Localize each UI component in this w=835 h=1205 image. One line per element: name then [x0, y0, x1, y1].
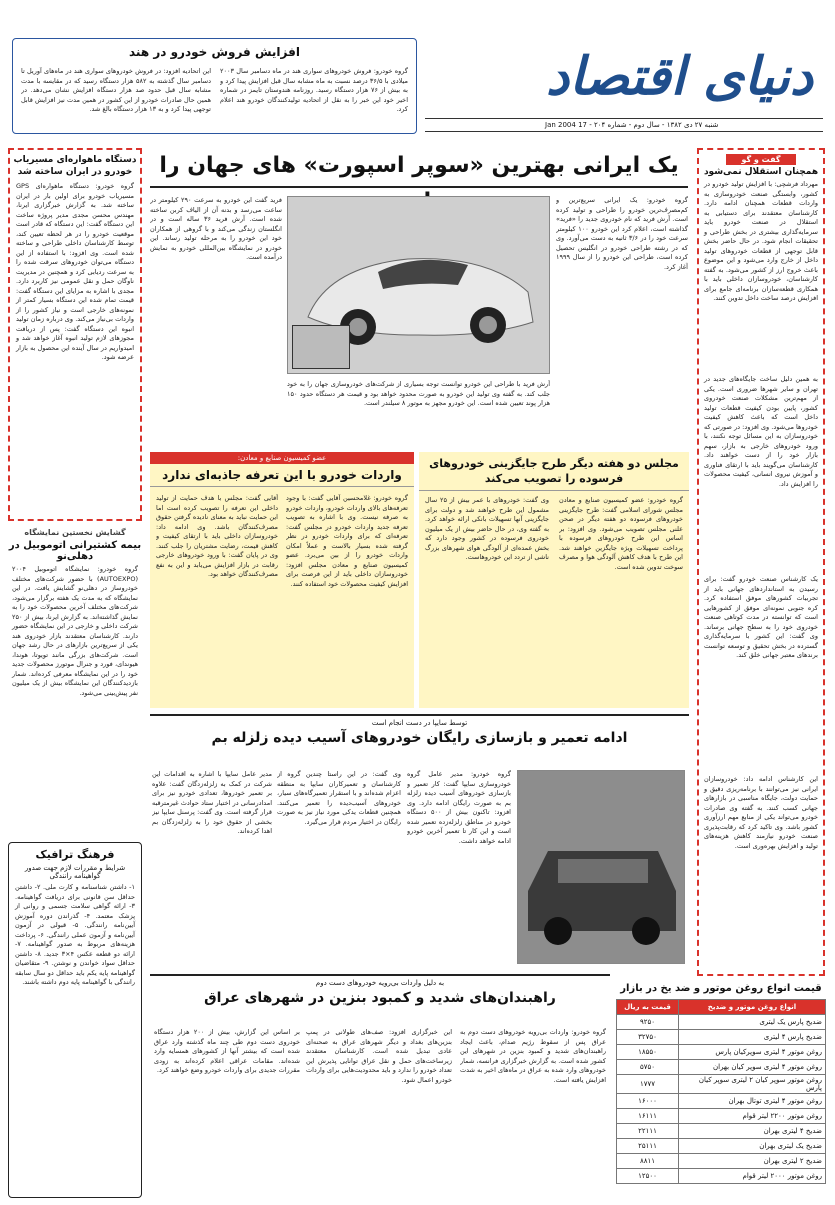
- price-item-name: روغن موتور سوپر کیان ۲ لیتری سوپر کیان پارس: [679, 1075, 826, 1094]
- price-table-row: [617, 1109, 826, 1124]
- worn-cars-story: [419, 452, 689, 708]
- lead-text-2: فرید گفت این خودرو به سرعت ۲۹۰ کیلومتر در ساعت می‌رسد و بدنه آن از الیاف کربن ساخته شده است. آرش فرید ۳۶ ساله است و در انگلستان زندگی می‌کند و با گروهی از همکاران خود این خودرو را به مرحله تولید رساند. این خودرو در نمایشگاه بین‌المللی خودرو به نمایش درآمده است.: [150, 196, 282, 261]
- bam-text-2: وی گفت: در این راستا چندین گروه از کارشناسان و تعمیرکاران سایپا به منطقه اعزام شده‌اند و با استقرار تعمیرگاه‌های سیار، خودروهای آسیب‌دیده را تعمیر می‌کنند. همچنین قطعات یدکی مورد نیاز نیز به صورت رایگان در اختیار مردم قرار می‌گیرد.: [277, 770, 401, 826]
- traffic-box-text: ۱- داشتن شناسنامه و کارت ملی. ۲- داشتن حداقل سن قانونی برای دریافت گواهینامه. ۳- ارائه گواهی سلامت جسمی و روانی از پزشک معتمد. ۴- گذراندن دوره آموزش آیین‌نامه رانندگی. ۵- قبولی در آزمون آیین‌نامه و آزمون عملی رانندگی. ۶- پرداخت هزینه‌های مربوط به صدور گواهینامه. ۷- ارائه دو قطعه عکس ۴×۳ جدید. ۸- داشتن حداقل سواد خواندن و نوشتن. ۹- متقاضیان گواهینامه پایه یکم باید حداقل دو سال سابقه رانندگی با گواهینامه پایه دوم داشته باشند.: [15, 883, 136, 986]
- left-news-box-gps: [8, 148, 142, 521]
- price-table-row: [617, 1075, 826, 1094]
- left-box1-title: دستگاه ماهواره‌ای مسیریاب خودرو در ایران ساخته شد: [13, 155, 137, 177]
- price-item-name: روغن موتور ۴ لیتری توتال بهران: [679, 1094, 826, 1109]
- price-item-value: ۱۶۰۰۰: [617, 1094, 679, 1109]
- supercar-photo: [287, 196, 550, 374]
- masthead: [425, 38, 823, 138]
- interview-kicker: گفت و گو: [726, 154, 796, 165]
- lead-headline-box: [150, 148, 688, 188]
- bam-text-1: گروه خودرو: مدیر عامل گروه خودروسازی سایپا گفت: کار تعمیر و بازسازی خودروهای آسیب دیده زلزله بم به صورت رایگان ادامه دارد. وی افزود: تاکنون بیش از ۵۰۰ دستگاه خودرو در مناطق زلزله‌زده تعمیر شده است و این کار تا تعمیر آخرین خودرو ادامه خواهد داشت.: [407, 770, 511, 845]
- price-table-title: قیمت انواع روغن موتور و ضد یخ در بازار: [620, 983, 822, 994]
- iraq-traffic-story: [150, 974, 610, 1196]
- price-item-value: ۱۸۵۵۰: [617, 1045, 679, 1060]
- iraq-text-1: گروه خودرو: واردات بی‌رویه خودروهای دست دوم به عراق پس از سقوط رژیم صدام، باعث ایجاد راهبندان‌های شدید و کمبود بنزین در شهرهای این کشور شده است. به گزارش خبرگزاری فرانسه، شمار خودروهای وارد شده به عراق در ماه‌های اخیر به شدت افزایش یافته است.: [460, 1028, 606, 1084]
- import-tariff-text-2: آقایی گفت: مجلس با هدف حمایت از تولید داخلی این تعرفه را تصویب کرده است اما این حمایت نباید به معنای نادیده گرفتن حقوق مصرف‌کنندگان باشد. وی ادامه داد: خودروسازان داخلی باید با ارتقای کیفیت و کاهش قیمت، رضایت مشتریان را جلب کنند. وی در پایان گفت: با ورود خودروهای خارجی رقابت در بازار افزایش می‌یابد و این به نفع مصرف‌کنندگان خواهد بود.: [156, 494, 278, 578]
- price-item-name: ضدیخ پارس یک لیتری: [679, 1015, 826, 1030]
- price-item-value: ۳۲۷۵۰: [617, 1030, 679, 1045]
- top-box-title: افزایش فروش خودرو در هند: [129, 45, 300, 59]
- price-item-name: روغن موتور ۴ لیتری سوپرکیان پارس: [679, 1045, 826, 1060]
- price-table-row: [617, 1169, 826, 1184]
- import-tariff-headline: واردات خودرو با این تعرفه جاذبه‌ای ندارد: [150, 464, 414, 487]
- damaged-car-photo: [517, 770, 685, 964]
- price-table-row: [617, 1094, 826, 1109]
- price-item-name: ضدیخ یک لیتری بهران: [679, 1139, 826, 1154]
- iraq-kicker: به دلیل واردات بی‌رویه خودروهای دست دوم: [315, 979, 445, 987]
- left-box2-title: بیمه کشتیرانی اتوموبیل در دهلی‌نو: [8, 540, 142, 562]
- bam-repair-story: [150, 714, 689, 968]
- price-item-value: ۱۲۵۰۰: [617, 1169, 679, 1184]
- price-item-value: ۲۵۱۱۱: [617, 1139, 679, 1154]
- left-news-autoexpo: [8, 528, 142, 836]
- interview-text-1: مهرداد فرشچی: با افزایش تولید خودرو در کشور، وابستگی صنعت خودروسازی به واردات قطعات همچنان ادامه دارد. کارشناسان معتقدند برای دستیابی به استقلال در صنعت خودرو باید سرمایه‌گذاری بیشتری در بخش طراحی و تحقیقات انجام شود. در حال حاضر بخش قابل توجهی از قطعات خودروهای تولید داخل از خارج وارد می‌شود و این موضوع باعث خروج ارز از کشور می‌شود. به گفته کارشناسان، خودروسازان داخلی باید با همکاری قطعه‌سازان برنامه‌ای جامع برای افزایش درصد ساخت داخل تدوین کنند.: [704, 180, 818, 302]
- import-tariff-text-1: گروه خودرو: غلامحسین آقایی گفت: با وجود تعرفه‌های بالای واردات خودرو، واردات خودرو به صرفه نیست. وی با اشاره به تصویب تعرفه جدید واردات خودرو در مجلس گفت: تعرفه‌ای که برای واردات خودرو در نظر گرفته شده بسیار بالاست و عملاً امکان واردات خودرو را از بین می‌برد. عضو کمیسیون صنایع و معادن مجلس افزود: خودروسازان داخلی باید از این فرصت برای افزایش کیفیت محصولات خود استفاده کنند.: [286, 494, 408, 588]
- traffic-box-subtitle: شرایط و مقررات لازم جهت صدور گواهینامه رانندگی: [24, 864, 126, 880]
- left-box2-text: گروه خودرو: نمایشگاه اتوموبیل ۲۰۰۴ (AUTOEXPO) با حضور شرکت‌های مختلف خودروساز در دهلی‌نو گشایش یافت. در این نمایشگاه که به مدت یک هفته برگزار می‌شود، شرکت‌های مختلف آخرین محصولات خود را به نمایش گذاشته‌اند. به گزارش ایرنا، بیش از ۲۵۰ شرکت داخلی و خارجی در این نمایشگاه حضور دارند. کارشناسان معتقدند بازار خودروی هند یکی از سریع‌ترین بازارهای در حال رشد جهان است. شرکت‌های بزرگی مانند تویوتا، هوندا، هیوندای، فورد و جنرال موتورز محصولات جدید خود را در این نمایشگاه معرفی کرده‌اند. شمار بازدیدکنندگان این نمایشگاه بیش از یک میلیون نفر پیش‌بینی می‌شود.: [12, 565, 138, 697]
- price-item-value: ۱۶۱۱۱: [617, 1109, 679, 1124]
- price-item-value: ۹۲۵۰: [617, 1015, 679, 1030]
- worn-cars-text-1: گروه خودرو: عضو کمیسیون صنایع و معادن مجلس شورای اسلامی گفت: طرح جایگزینی خودروهای فرسوده دو هفته دیگر در صحن علنی مجلس تصویب می‌شود. وی افزود: بر اساس این طرح خودروهای فرسوده با پرداخت تسهیلات ویژه جایگزین خواهند شد. این طرح با هدف کاهش آلودگی هوا و مصرف سوخت تدوین شده است.: [559, 496, 683, 571]
- price-table-row: [617, 1139, 826, 1154]
- top-news-box: [12, 38, 417, 134]
- price-item-name: روغن موتور ۲۲۰۰ لیتر قوام: [679, 1109, 826, 1124]
- import-tariff-story: [150, 452, 414, 708]
- dateline: شنبه ۲۷ دی ۱۳۸۲ - سال دوم - شماره ۲۰۴ - 17 Jan 2004: [425, 118, 823, 132]
- price-table-row: [617, 1015, 826, 1030]
- price-item-value: ۲۲۱۱۱: [617, 1124, 679, 1139]
- supercar-inset-photo: [292, 325, 350, 369]
- left-box1-text: گروه خودرو: دستگاه ماهواره‌ای GPS مسیریاب خودرو برای اولین بار در ایران ساخته شد. به گزارش خبرگزاری ایرنا، مهندس محسن مجدی مدیر پروژه ساخت این دستگاه گفت: این دستگاه که قادر است موقعیت خودرو را در هر لحظه تعیین کند، توسط کارشناسان داخلی طراحی و ساخته شده است. وی افزود: با استفاده از این دستگاه می‌توان خودروهای سرقت شده را به سرعت ردیابی کرد و همچنین در مدیریت ناوگان حمل و نقل عمومی نیز کاربرد دارد. مجدی با اشاره به مزایای این دستگاه گفت: قیمت تمام شده این دستگاه بسیار کمتر از نمونه‌های خارجی است و نیاز کشور را از واردات بی‌نیاز می‌کند. وی درباره زمان تولید انبوه این دستگاه گفت: پس از دریافت مجوزهای لازم تولید انبوه آغاز خواهد شد و امیدواریم در سال آینده این محصول به بازار عرضه شود.: [16, 182, 134, 361]
- worn-cars-text-2: وی گفت: خودروهای با عمر بیش از ۲۵ سال مشمول این طرح خواهند شد و دولت برای جایگزینی آنها تسهیلات بانکی ارائه خواهد کرد. به گفته وی، در حال حاضر بیش از یک میلیون خودروی فرسوده در کشور وجود دارد که بخش عمده‌ای از آلودگی هوای شهرهای بزرگ ناشی از تردد این خودروهاست.: [425, 496, 549, 561]
- price-table-row: [617, 1045, 826, 1060]
- price-item-name: ضدیخ ۴ لیتری بهران: [679, 1124, 826, 1139]
- price-item-value: ۱۷۷۷: [617, 1075, 679, 1094]
- left-box2-subtitle: گشایش نخستین نمایشگاه: [24, 528, 126, 537]
- interview-headline: همچنان استقلال نمی‌شود: [703, 167, 819, 177]
- newspaper-logo: دنیای اقتصاد: [545, 46, 813, 107]
- traffic-box-title: فرهنگ ترافیک: [35, 848, 115, 861]
- bam-text-3: مدیر عامل سایپا با اشاره به اقدامات این شرکت در کمک به زلزله‌زدگان گفت: علاوه بر تعمیر خودروها، تعدادی خودرو نیز برای امدادرسانی در اختیار ستاد حوادث غیرمترقبه قرار گرفته است. وی گفت: پرسنل سایپا نیز بخشی از حقوق خود را به زلزله‌زدگان بم اهدا کرده‌اند.: [152, 770, 272, 835]
- price-table-header-name: انواع روغن موتور و ضدیخ: [679, 1000, 826, 1015]
- import-tariff-kicker: عضو کمیسیون صنایع و معادن:: [150, 452, 414, 464]
- price-item-name: ضدیخ پارس ۴ لیتری: [679, 1030, 826, 1045]
- iraq-headline: راهبندان‌های شدید و کمبود بنزین در شهرهای عراق: [204, 990, 556, 1006]
- price-table: [616, 999, 826, 1184]
- damaged-car-illustration: [518, 771, 684, 963]
- price-item-name: روغن موتور ۴ لیتری سوپر کیان بهران: [679, 1060, 826, 1075]
- top-box-text-right: گروه خودرو: فروش خودروهای سواری هند در ماه دسامبر سال ۲۰۰۳ میلادی با ۳۶/۵ درصد نسبت به ماه مشابه سال قبل افزایش پیدا کرد و به بیش از ۷۶ هزار دستگاه رسید. روزنامه هندوستان تایمز در شماره اخیر خود این خبر را به نقل از اتحادیه تولیدکنندگان خودرو هند اعلام کرد.: [220, 67, 408, 113]
- worn-cars-headline: مجلس دو هفته دیگر طرح جایگزینی خودروهای فرسوده را تصویب می‌کند: [419, 452, 689, 491]
- price-table-row: [617, 1154, 826, 1169]
- lead-text-1: گروه خودرو: یک ایرانی سریع‌ترین و کم‌مصرف‌ترین خودرو را طراحی و تولید کرده است. آرش فرید که نام خودروی جدید را «فرید» گذاشته است، اعلام کرد این خودرو ۱۰۰ کیلومتر سرعت خود را در ۳/۶ ثانیه به دست می‌آورد. وی که در رشته طراحی خودرو در انگلیس تحصیل کرده است، طراحی این خودرو را از سال ۱۹۹۹ آغاز کرد.: [556, 196, 688, 271]
- bam-headline: ادامه تعمیر و بازسازی رایگان خودروهای آسیب دیده زلزله بم: [211, 730, 628, 746]
- oil-price-table-box: [616, 980, 826, 1196]
- top-box-text-left: این اتحادیه افزود: در فروش خودروهای سواری هند در ماه‌های آوریل تا دسامبر سال گذشته به ۵۸۲ هزار دستگاه رسید که در مقایسه با مدت مشابه سال قبل حدود صد هزار دستگاه افزایش نشان می‌دهد. در همین حال صادرات خودرو از این کشور در همین مدت نیز افزایش قابل توجهی پیدا کرد و به ۱۳ هزار دستگاه بالغ شد.: [21, 67, 211, 113]
- interview-text-3: یک کارشناس صنعت خودرو گفت: برای رسیدن به استانداردهای جهانی باید از تجربیات کشورهای موفق استفاده کرد. کره جنوبی نمونه‌ای موفق از کشورهایی است که توانسته در مدت کوتاهی صنعت خودروی خود را به سطح جهانی برساند. وی گفت: این کشور با سرمایه‌گذاری گسترده در بخش تحقیق و توسعه توانست برندهای معتبر جهانی خلق کند.: [704, 575, 818, 659]
- interview-text-2: به همین دلیل ساخت جایگاه‌های جدید در تهران و سایر شهرها ضروری است. یکی از مهم‌ترین مشکلات صنعت خودروی کشور، پایین بودن کیفیت قطعات تولید داخل است که باعث کاهش کیفیت خودروها می‌شود. وی افزود: در صورتی که خودروسازان به این مسائل توجه نکنند، با ورود خودروهای خارجی به بازار، سهم بازار خود را از دست خواهند داد. کارشناسان می‌گویند باید با ارتقای فناوری و آموزش نیروی انسانی، کیفیت محصولات را افزایش داد.: [704, 375, 818, 488]
- right-interview-box: [697, 148, 825, 976]
- price-table-row: [617, 1030, 826, 1045]
- lead-headline: یک ایرانی بهترین «سوپر اسپورت» های جهان را: [159, 153, 679, 178]
- price-item-name: ضدیخ ۲ لیتری بهران: [679, 1154, 826, 1169]
- price-item-name: روغن موتور ۲۰۰۰ لیتر قوام: [679, 1169, 826, 1184]
- interview-text-4: این کارشناس ادامه داد: خودروسازان ایرانی نیز می‌توانند با برنامه‌ریزی دقیق و حمایت دولت، جایگاه مناسبی در بازارهای جهانی کسب کنند. به گفته وی صادرات خودرو می‌تواند یکی از منابع مهم ارزآوری کشور باشد. وی تاکید کرد که رقابت‌پذیری صنعت خودرو نیازمند کاهش هزینه‌های تولید و افزایش بهره‌وری است.: [704, 775, 818, 850]
- price-table-header-price: قیمت به ریال: [617, 1000, 679, 1015]
- price-table-row: [617, 1124, 826, 1139]
- lead-text-3: آرش فرید با طراحی این خودرو توانست توجه بسیاری از شرکت‌های خودروسازی جهان را به خود جلب کند. به گفته وی تولید این خودرو به صورت محدود خواهد بود و قیمت هر دستگاه حدود ۱۵۰ هزار پوند تعیین شده است. این خودرو مجهز به موتور ۸ سیلندر است.: [287, 380, 550, 407]
- price-table-row: [617, 1060, 826, 1075]
- traffic-culture-box: [8, 842, 142, 1198]
- iraq-text-3: بر اساس این گزارش، بیش از ۲۰۰ هزار دستگاه خودروی دست دوم طی چند ماه گذشته وارد عراق شده است که بیشتر آنها از کشورهای همسایه وارد شده‌اند. مقامات عراقی اعلام کرده‌اند به زودی مقررات جدیدی برای واردات خودرو وضع خواهند کرد.: [154, 1028, 300, 1074]
- price-item-value: ۵۷۵۰: [617, 1060, 679, 1075]
- iraq-text-2: این خبرگزاری افزود: صف‌های طولانی در پمپ بنزین‌های بغداد و دیگر شهرهای عراق به صحنه‌ای عادی تبدیل شده است. کارشناسان معتقدند زیرساخت‌های حمل و نقل عراق توانایی پذیرش این تعداد خودرو را ندارد و باید محدودیت‌هایی برای واردات خودرو اعمال شود.: [306, 1028, 452, 1084]
- bam-kicker: توسط سایپا در دست انجام است: [371, 719, 468, 727]
- price-item-value: ۸۸۱۱: [617, 1154, 679, 1169]
